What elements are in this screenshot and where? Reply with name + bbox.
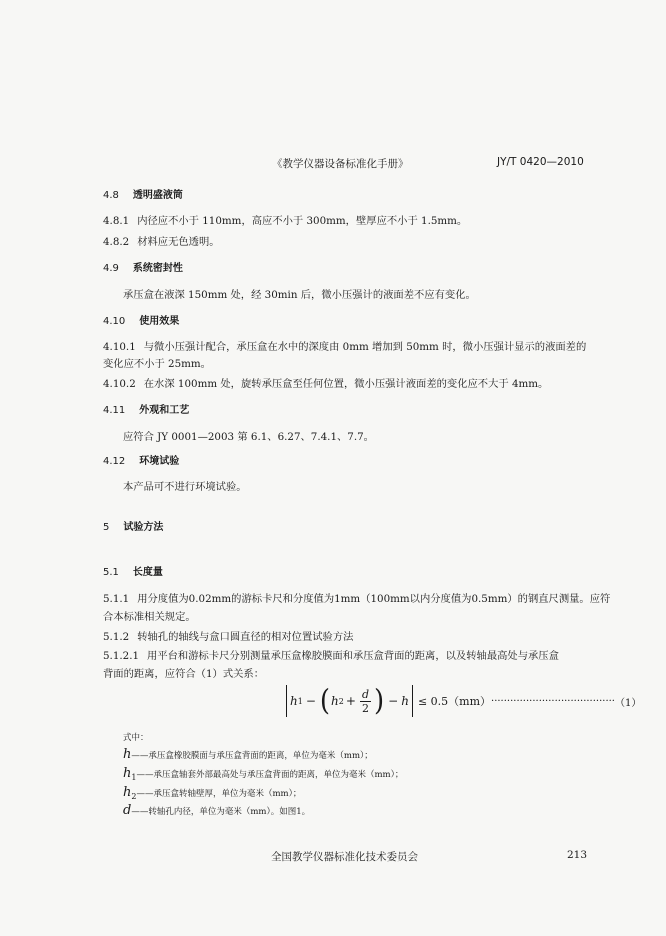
section-heading-5-1: 5.1 长度量	[103, 567, 163, 578]
where-item-d: d——转轴孔内径，单位为毫米（mm）。如图1。	[123, 803, 311, 818]
section-heading-4-11: 4.11 外观和工艺	[103, 405, 190, 416]
section-heading-4-12: 4.12 环境试验	[103, 456, 180, 467]
where-label: 式中：	[123, 733, 149, 743]
clause-4-10-2: 4.10.2 在水深 100mm 处，旋转承压盒至任何位置，微小压强计液面差的变化应不大于 4mm。	[103, 378, 549, 390]
header-code: JY/T 0420—2010	[497, 156, 584, 168]
header-title: 《教学仪器设备标准化手册》	[272, 158, 409, 170]
abs-bar-left	[286, 685, 287, 717]
fraction-d-over-2: $\frac{d}{2}$	[361, 687, 369, 715]
clause-4-10-1: 4.10.1 与微小压强计配合，承压盒在水中的深度由 0mm 增加到 50mm 时，微小压强计显示的液面差的	[103, 341, 587, 353]
section-heading-5: 5 试验方法	[103, 522, 164, 533]
section-heading-4-10: 4.10 使用效果	[103, 316, 180, 327]
page-number: 213	[567, 849, 588, 861]
section-heading-4-9: 4.9 系统密封性	[103, 263, 183, 274]
where-item-h1: h1——承压盒轴套外部最高处与承压盒背面的距离，单位为毫米（mm）；	[123, 766, 404, 782]
formula-1: h 1 − ( h 2 + $\frac{d}{2}$ ) − h ≤ 0.5（mm） ······································· （1）	[283, 684, 641, 718]
clause-4-8-1: 4.8.1 内径应不小于 110mm，高应不小于 300mm，壁厚应不小于 1.5mm。	[103, 215, 468, 227]
paragraph-4-12: 本产品可不进行环境试验。	[123, 481, 247, 493]
paragraph-4-11: 应符合 JY 0001—2003 第 6.1、6.27、7.4.1、7.7。	[123, 431, 374, 443]
where-item-h: h——承压盒橡胶膜面与承压盒背面的距离，单位为毫米（mm）；	[123, 747, 373, 762]
section-heading-4-8: 4.8 透明盛液筒	[103, 190, 183, 201]
paragraph-4-9: 承压盒在液深 150mm 处，经 30min 后，微小压强计的液面差不应有变化。	[123, 289, 476, 301]
clause-5-1-2-1: 5.1.2.1 用平台和游标卡尺分别测量承压盒橡胶膜面和承压盒背面的距离，以及转轴最高处与承压盒	[103, 650, 559, 662]
clause-5-1-1: 5.1.1 用分度值为0.02mm的游标卡尺和分度值为1mm（100mm以内分度值为0.5mm）的钢直尺测量。应符	[103, 593, 611, 605]
abs-bar-right	[412, 685, 413, 717]
where-item-h2: h2——承压盒转轴壁厚，单位为毫米（mm）；	[123, 785, 302, 801]
clause-5-1-2-1-cont: 背面的距离，应符合（1）式关系：	[103, 668, 265, 680]
equation-number: （1）	[615, 697, 642, 709]
clause-4-8-2: 4.8.2 材料应无色透明。	[103, 236, 220, 248]
clause-5-1-2: 5.1.2 转轴孔的轴线与盒口圆直径的相对位置试验方法	[103, 631, 354, 643]
clause-4-10-1-cont: 变化应不小于 25mm。	[103, 358, 211, 370]
clause-5-1-1-cont: 合本标准相关规定。	[103, 611, 196, 623]
footer-org: 全国教学仪器标准化技术委员会	[271, 851, 418, 863]
